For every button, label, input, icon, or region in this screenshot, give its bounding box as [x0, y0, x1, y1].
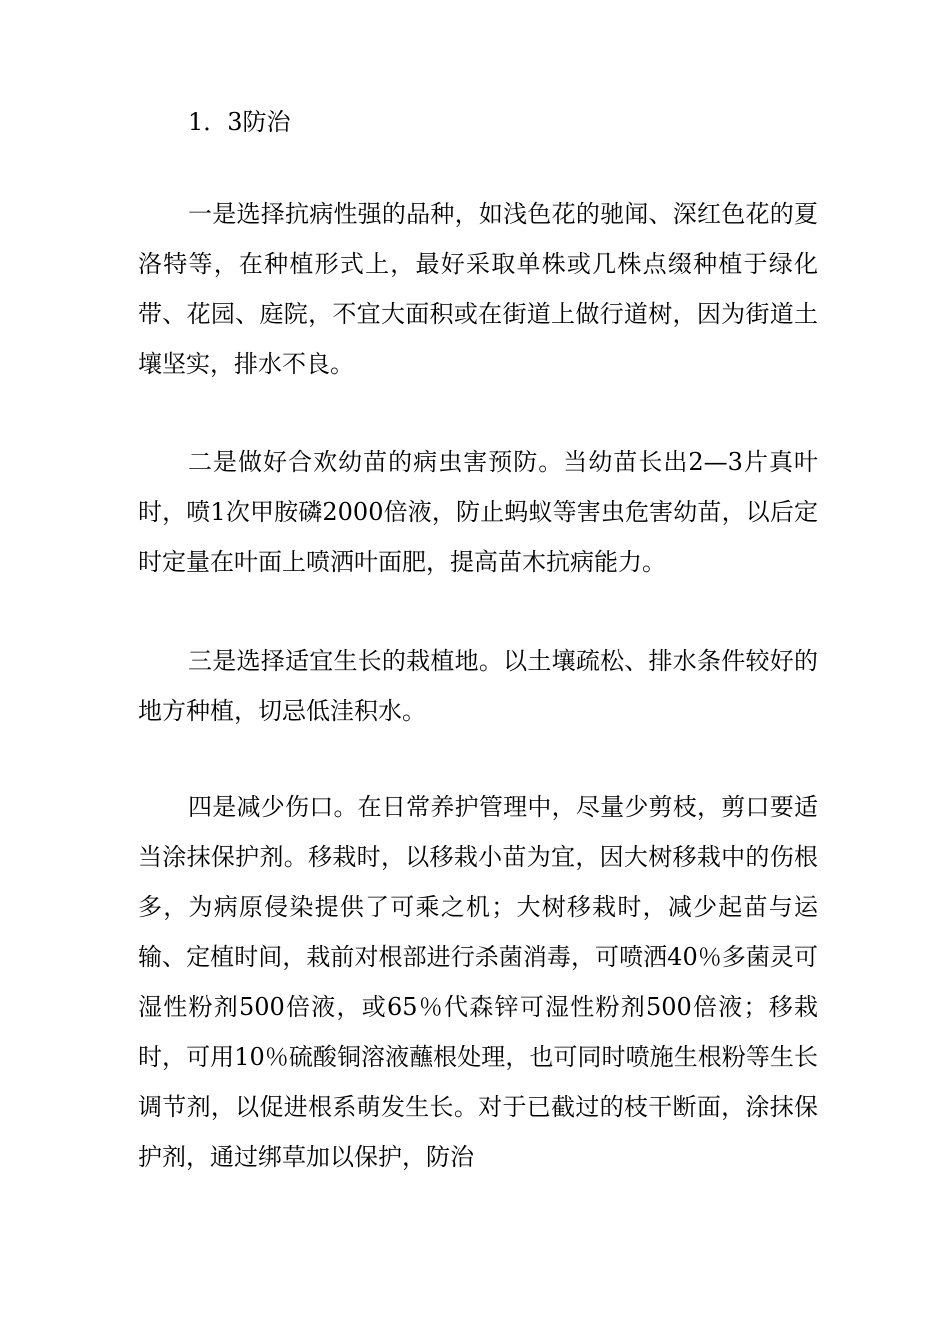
paragraph-1: 一是选择抗病性强的品种，如浅色花的驰闻、深红色花的夏洛特等，在种植形式上，最好采取单株或几株点缀种植于绿化带、花园、庭院，不宜大面积或在街道上做行道树，因为街道土壤坚实，排水不良。 — [138, 200, 818, 378]
paragraph-3: 三是选择适宜生长的栽植地。以土壤疏松、排水条件较好的地方种植，切忌低洼积水。 — [138, 647, 818, 725]
section-heading: 1．3防治 — [188, 108, 291, 136]
paragraph-4: 四是减少伤口。在日常养护管理中，尽量少剪枝，剪口要适当涂抹保护剂。移栽时，以移栽小苗为宜，因大树移栽中的伤根多，为病原侵染提供了可乘之机；大树移栽时，减少起苗与运输、定植时间，栽前对根部进行杀菌消毒，可喷洒40％多菌灵可湿性粉剂500倍液，或65％代森锌可湿性粉剂500倍液；移栽时，可用10％硫酸铜溶液蘸根处理，也可同时喷施生根粉等生长调节剂，以促进根系萌发生长。对于已截过的枝干断面，涂抹保护剂，通过绑草加以保护，防治 — [138, 793, 818, 1171]
paragraph-2: 二是做好合欢幼苗的病虫害预防。当幼苗长出2—3片真叶时，喷1次甲胺磷2000倍液，防止蚂蚁等害虫危害幼苗，以后定时定量在叶面上喷洒叶面肥，提高苗木抗病能力。 — [138, 448, 818, 576]
